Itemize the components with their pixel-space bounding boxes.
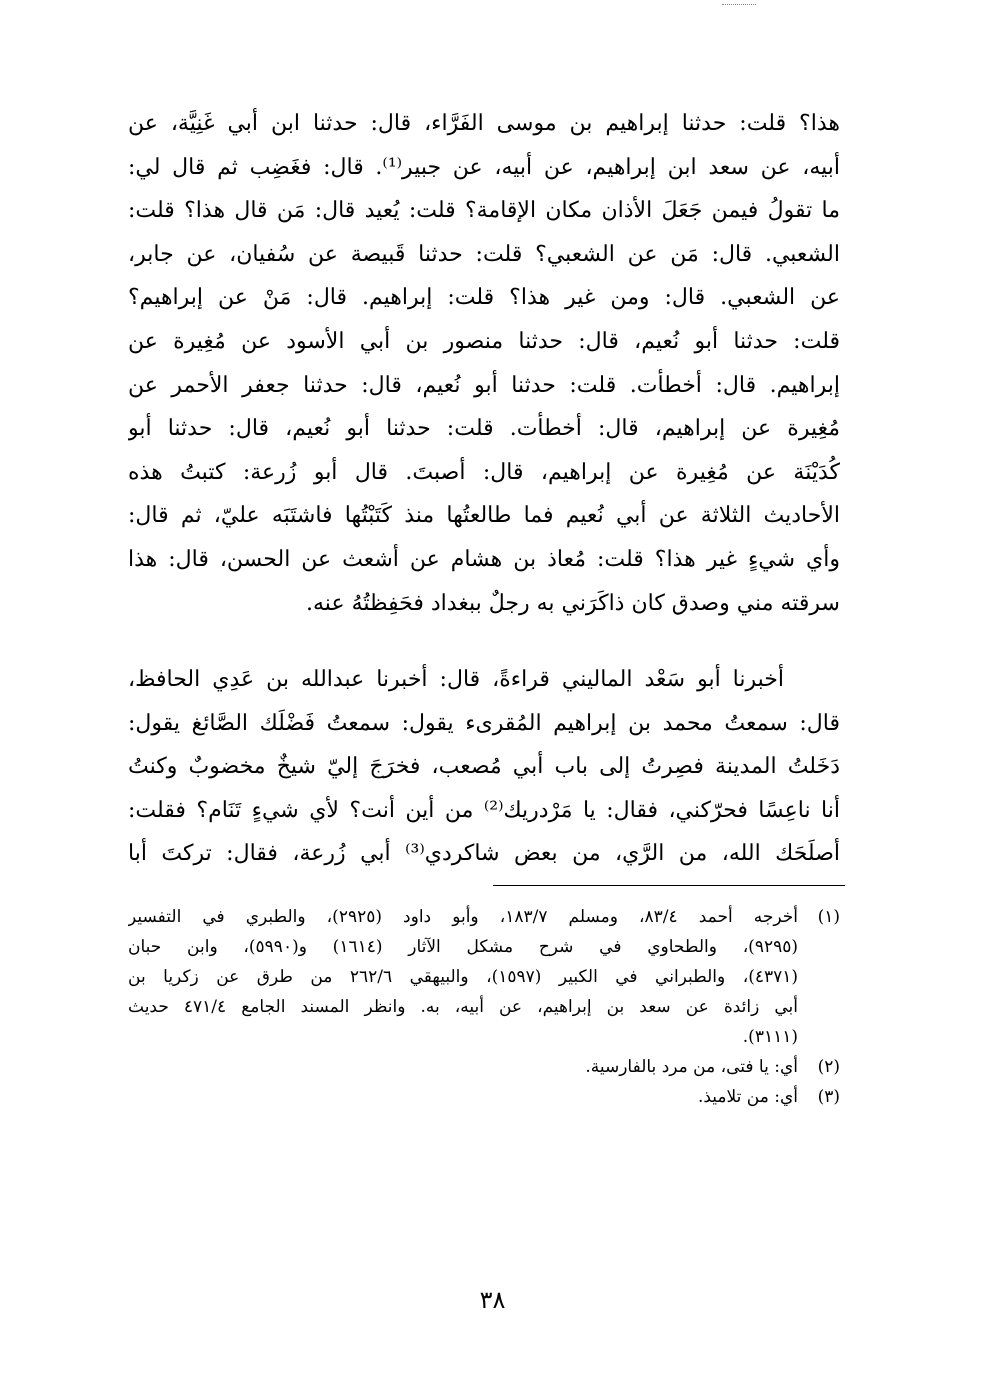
text-line: دَخَلتُ المدينة فصِرتُ إلى باب أبي مُصعب، فخرَجَ إليّ شيخٌ مخضوبٌ وكنتُ xyxy=(128,754,840,780)
footnote-number: (١) xyxy=(817,907,840,927)
footnote-line: (٤٣٧١)، والطبراني في الكبير (١٥٩٧)، والبيهقي ٢٦٢/٦ من طرق عن زكريا بن xyxy=(128,967,798,987)
footnote-text: أي: من تلاميذ. xyxy=(697,1087,798,1107)
text-line: إبراهيم. قال: أخطأت. قلت: حدثنا أبو نُعيم، قال: حدثنا جعفر الأحمر عن xyxy=(128,372,840,398)
text-line: أبيه، عن سعد ابن إبراهيم، عن أبيه، عن جبير⁽¹⁾. قال: فغَضِب ثم قال لي: xyxy=(128,154,840,180)
text-line: مُغِيرة عن إبراهيم، قال: أخطأت. قلت: حدثنا أبو نُعيم، قال: حدثنا أبو xyxy=(128,416,840,442)
footnote-2 xyxy=(128,1052,840,1082)
text-line: هذا؟ قلت: حدثنا إبراهيم بن موسى الفَرَّاء، قال: حدثنا ابن أبي غَنِيَّة، عن xyxy=(128,111,840,136)
scan-artifact xyxy=(722,4,756,5)
text-line: قال: سمعتُ محمد بن إبراهيم المُقرىء يقول: سمعتُ فَضْلَك الصَّائغ يقول: xyxy=(128,710,840,736)
text-line: أخبرنا أبو سَعْد الماليني قراءةً، قال: أخبرنا عبدالله بن عَدِي الحافظ، xyxy=(128,667,784,692)
footnote-number: (٣) xyxy=(817,1087,840,1107)
text-line: سرقته مني وصدق كان ذاكَرَني به رجلٌ ببغداد فحَفِظتُهُ عنه. xyxy=(306,590,840,616)
footnote-divider xyxy=(493,885,845,886)
text-line: قلت: حدثنا أبو نُعيم، قال: حدثنا منصور بن أبي الأسود عن مُغِيرة عن xyxy=(128,328,840,354)
text-line: أنا ناعِسًا فحرّكني، فقال: يا مَرْدريك⁽²⁾ من أين أنت؟ لأي شيءٍ تَنَام؟ فقلت: xyxy=(128,797,840,823)
paragraph-1 xyxy=(128,102,840,625)
footnote-line: (٣١١١). xyxy=(742,1027,798,1047)
text-line: الأحاديث الثلاثة عن أبي نُعيم فما طالعتُها منذ كَتَبْتُها فاشتَبَه عليّ، ثم قال: xyxy=(128,503,840,529)
footnote-line: (٩٢٩٥)، والطحاوي في شرح مشكل الآثار (١٦١٤) و(٥٩٩٠)، وابن حبان xyxy=(128,937,798,957)
footnotes xyxy=(128,902,840,1112)
footnote-line: أبي زائدة عن سعد بن إبراهيم، عن أبيه، به. وانظر المسند الجامع ٤٧١/٤ حديث xyxy=(128,997,798,1017)
text-line: الشعبي. قال: مَن عن الشعبي؟ قلت: حدثنا قَبيصة عن سُفيان، عن جابر، xyxy=(128,241,840,267)
text-line: عن الشعبي. قال: ومن غير هذا؟ قلت: إبراهيم. قال: مَنْ عن إبراهيم؟ xyxy=(128,285,840,311)
paragraph-2 xyxy=(128,658,840,876)
footnote-text: أي: يا فتى، من مرد بالفارسية. xyxy=(585,1057,798,1077)
footnote-text: أخرجه أحمد ٨٣/٤، ومسلم ١٨٣/٧، وأبو داود (٢٩٢٥)، والطبري في التفسير xyxy=(128,907,799,927)
footnote-number: (٢) xyxy=(817,1057,840,1077)
text-line: كُدَيْنَة عن مُغِيرة عن إبراهيم، قال: أصبتَ. قال أبو زُرعة: كتبتُ هذه xyxy=(128,459,840,485)
text-line: وأي شيءٍ غير هذا؟ قلت: مُعاذ بن هشام عن أشعث عن الحسن، قال: هذا xyxy=(128,546,840,572)
footnote-3 xyxy=(128,1082,840,1112)
page-number: ٣٨ xyxy=(479,1286,506,1314)
text-line: ما تقولُ فيمن جَعَلَ الأذان مكان الإقامة؟ قلت: يُعيد قال: مَن قال هذا؟ قلت: xyxy=(128,198,840,224)
text-line: أصلَحَك الله، من الرَّي، من بعض شاكردي⁽³⁾ أبي زُرعة، فقال: تركتَ أبا xyxy=(128,841,840,867)
footnote-1 xyxy=(128,902,840,932)
